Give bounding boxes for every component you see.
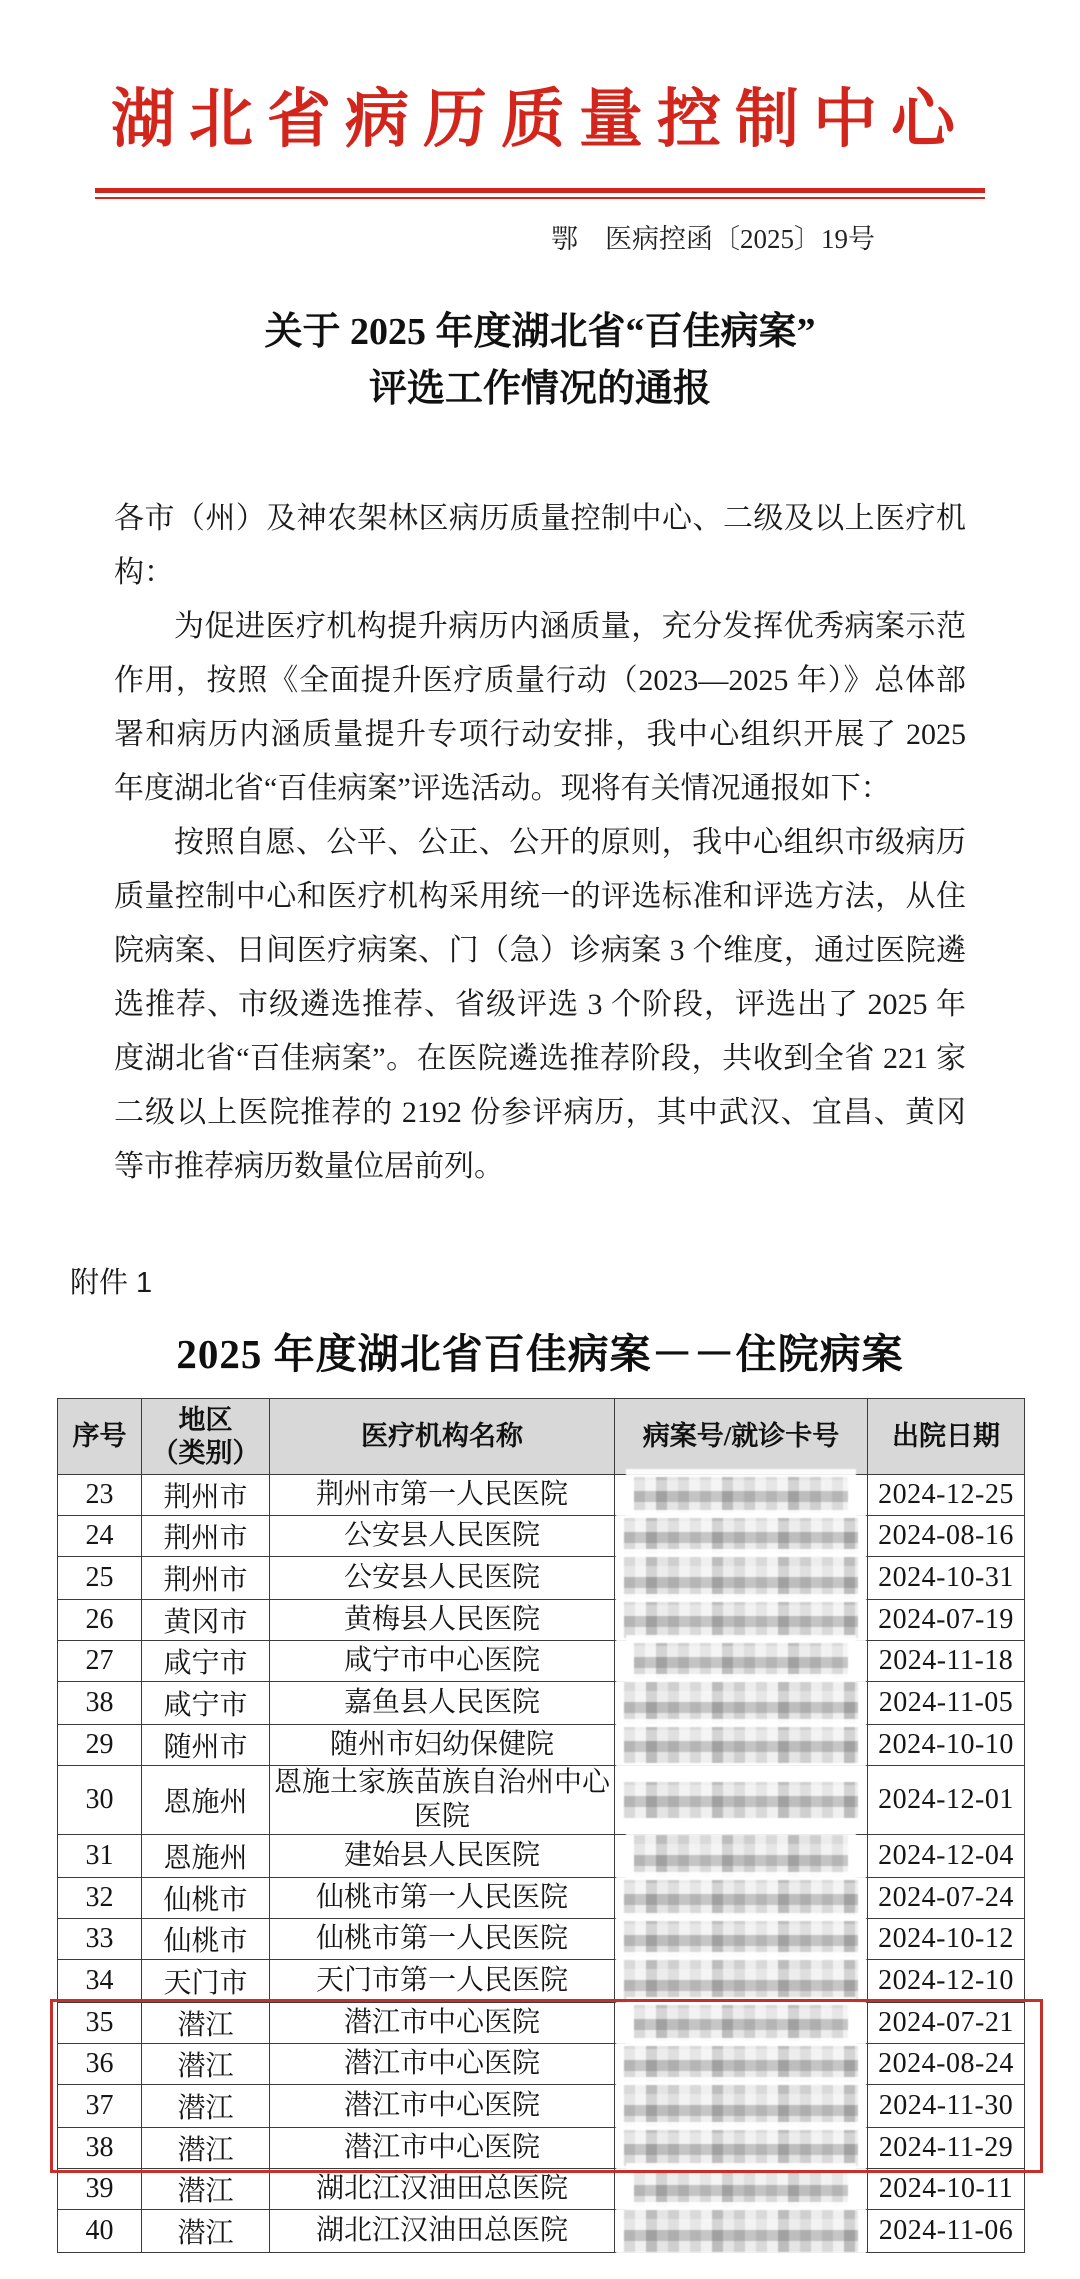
cell-region: 咸宁市 [142, 1682, 270, 1725]
cell-date: 2024-10-31 [868, 1557, 1025, 1600]
col-header-no: 序号 [58, 1399, 142, 1475]
redacted-case-number-mosaic [624, 1727, 858, 1763]
redacted-case-number-mosaic [624, 1921, 858, 1957]
cell-hospital: 黄梅县人民医院 [270, 1600, 615, 1641]
cell-case [615, 1475, 868, 1516]
cell-no: 29 [58, 1725, 142, 1766]
cell-date: 2024-10-11 [868, 2169, 1025, 2210]
cell-no: 35 [58, 2003, 142, 2044]
cell-region: 荆州市 [142, 1475, 270, 1516]
cell-case [615, 1835, 868, 1878]
cell-case [615, 1641, 868, 1682]
cell-no: 34 [58, 1960, 142, 2003]
cell-case [615, 2169, 868, 2210]
redacted-case-number-mosaic [634, 1477, 848, 1513]
col-header-region-line2: （类别） [151, 1437, 260, 1468]
cell-hospital: 公安县人民医院 [270, 1557, 615, 1600]
cell-hospital: 恩施土家族苗族自治州中心医院 [270, 1766, 615, 1835]
cell-date: 2024-10-12 [868, 1919, 1025, 1960]
cell-case [615, 1516, 868, 1557]
cell-no: 40 [58, 2210, 142, 2253]
paragraph-1: 为促进医疗机构提升病历内涵质量，充分发挥优秀病案示范作用，按照《全面提升医疗质量行动（2023—2025 年）》总体部署和病历内涵质量提升专项行动安排，我中心组织开展了 2025 年度湖北省“百佳病案”评选活动。现将有关情况通报如下： [114, 610, 966, 805]
cell-region: 咸宁市 [142, 1641, 270, 1682]
col-header-region-line1: 地区 [178, 1404, 233, 1435]
cell-hospital: 潜江市中心医院 [270, 2085, 615, 2128]
salutation: 各市（州）及神农架林区病历质量控制中心、二级及以上医疗机构： [114, 502, 966, 589]
document-body [114, 492, 966, 1194]
cell-case [615, 1878, 868, 1919]
cell-hospital: 随州市妇幼保健院 [270, 1725, 615, 1766]
cell-region: 黄冈市 [142, 1600, 270, 1641]
cell-case [615, 1557, 868, 1600]
col-header-hospital: 医疗机构名称 [270, 1399, 615, 1475]
attachment-label: 附件 1 [70, 1267, 153, 1299]
cell-no: 26 [58, 1600, 142, 1641]
redacted-case-number-mosaic [634, 1835, 848, 1877]
cell-hospital: 潜江市中心医院 [270, 2128, 615, 2169]
cell-case [615, 2210, 868, 2253]
cell-region: 恩施州 [142, 1835, 270, 1878]
table-row [58, 1878, 1025, 1919]
table-row [58, 1475, 1025, 1516]
cell-case [615, 2085, 868, 2128]
cell-no: 38 [58, 1682, 142, 1725]
document-title-line1: 关于 2025 年度湖北省“百佳病案” [264, 311, 816, 353]
cell-no: 32 [58, 1878, 142, 1919]
cell-hospital: 湖北江汉油田总医院 [270, 2169, 615, 2210]
cell-no: 24 [58, 1516, 142, 1557]
cases-table [57, 1398, 1025, 2253]
cell-no: 23 [58, 1475, 142, 1516]
cell-hospital: 仙桃市第一人民医院 [270, 1878, 615, 1919]
divider-thick-line [95, 188, 985, 193]
cell-region: 荆州市 [142, 1557, 270, 1600]
cell-date: 2024-11-29 [868, 2128, 1025, 2169]
cell-region: 仙桃市 [142, 1919, 270, 1960]
cell-case [615, 1960, 868, 2003]
cell-date: 2024-12-01 [868, 1766, 1025, 1835]
cell-hospital: 仙桃市第一人民医院 [270, 1919, 615, 1960]
cell-no: 25 [58, 1557, 142, 1600]
cell-no: 38 [58, 2128, 142, 2169]
cell-date: 2024-07-24 [868, 1878, 1025, 1919]
col-header-region [142, 1399, 270, 1475]
cell-case [615, 2044, 868, 2085]
table-row [58, 2210, 1025, 2253]
cell-no: 27 [58, 1641, 142, 1682]
table-row [58, 1835, 1025, 1878]
cell-case [615, 1600, 868, 1641]
cell-region: 随州市 [142, 1725, 270, 1766]
cell-hospital: 嘉鱼县人民医院 [270, 1682, 615, 1725]
table-row [58, 2128, 1025, 2169]
cell-case [615, 1766, 868, 1835]
cell-case [615, 1682, 868, 1725]
cell-hospital: 荆州市第一人民医院 [270, 1475, 615, 1516]
cell-date: 2024-08-24 [868, 2044, 1025, 2085]
cell-no: 36 [58, 2044, 142, 2085]
cell-date: 2024-11-06 [868, 2210, 1025, 2253]
cell-no: 37 [58, 2085, 142, 2128]
redacted-case-number-mosaic [624, 1880, 858, 1916]
cell-hospital: 咸宁市中心医院 [270, 1641, 615, 1682]
cell-date: 2024-07-19 [868, 1600, 1025, 1641]
org-title: 湖北省病历质量控制中心 [111, 83, 969, 155]
cell-date: 2024-08-16 [868, 1516, 1025, 1557]
cell-no: 39 [58, 2169, 142, 2210]
cell-hospital: 公安县人民医院 [270, 1516, 615, 1557]
cell-case [615, 1725, 868, 1766]
table-row [58, 1641, 1025, 1682]
table-row [58, 1919, 1025, 1960]
cell-region: 潜江 [142, 2169, 270, 2210]
cell-date: 2024-11-05 [868, 1682, 1025, 1725]
cell-date: 2024-12-04 [868, 1835, 1025, 1878]
cell-date: 2024-07-21 [868, 2003, 1025, 2044]
cell-date: 2024-12-10 [868, 1960, 1025, 2003]
cell-date: 2024-11-30 [868, 2085, 1025, 2128]
table-header-row [58, 1399, 1025, 1475]
redacted-case-number-mosaic [624, 2210, 858, 2252]
cell-region: 潜江 [142, 2044, 270, 2085]
redacted-case-number-mosaic [624, 1960, 858, 2002]
table-row [58, 2085, 1025, 2128]
cell-region: 潜江 [142, 2085, 270, 2128]
paragraph-2: 按照自愿、公平、公正、公开的原则，我中心组织市级病历质量控制中心和医疗机构采用统一的评选标准和评选方法，从住院病案、日间医疗病案、门（急）诊病案 3 个维度，通过医院遴选推荐、市级遴选推荐、省级评选 3 个阶段，评选出了 2025 年度湖北省“百佳病案”。在医院遴选推荐阶段，共收到全省 221 家二级以上医院推荐的 2192 份参评病历，其中武汉、宜昌、黄冈等市推荐病历数量位居前列。 [114, 826, 966, 1183]
cell-region: 天门市 [142, 1960, 270, 2003]
table-zone [0, 1398, 1080, 2253]
col-header-case-number: 病案号/就诊卡号 [615, 1399, 868, 1475]
redacted-case-number-mosaic [624, 1557, 858, 1599]
cell-date: 2024-11-18 [868, 1641, 1025, 1682]
redacted-case-number-mosaic [624, 2046, 858, 2082]
table-row [58, 2044, 1025, 2085]
cell-region: 恩施州 [142, 1766, 270, 1835]
header-divider [95, 188, 985, 199]
cell-date: 2024-10-10 [868, 1725, 1025, 1766]
table-row [58, 1766, 1025, 1835]
redacted-case-number-mosaic [624, 1518, 858, 1554]
cell-no: 33 [58, 1919, 142, 1960]
redacted-case-number-mosaic [634, 2171, 848, 2207]
document-title-line2: 评选工作情况的通报 [368, 368, 711, 410]
cell-case [615, 1919, 868, 1960]
cell-region: 潜江 [142, 2003, 270, 2044]
redacted-case-number-mosaic [624, 1602, 858, 1638]
table-row [58, 1960, 1025, 2003]
redacted-case-number-mosaic [624, 2130, 858, 2166]
cell-hospital: 建始县人民医院 [270, 1835, 615, 1878]
table-row [58, 1516, 1025, 1557]
cell-region: 潜江 [142, 2128, 270, 2169]
cell-no: 31 [58, 1835, 142, 1878]
redacted-case-number-mosaic [624, 1682, 858, 1724]
table-row [58, 1600, 1025, 1641]
table-row [58, 1725, 1025, 1766]
cell-hospital: 天门市第一人民医院 [270, 1960, 615, 2003]
table-row [58, 1557, 1025, 1600]
cell-region: 荆州市 [142, 1516, 270, 1557]
cell-hospital: 潜江市中心医院 [270, 2044, 615, 2085]
document-title [0, 304, 1080, 418]
cell-date: 2024-12-25 [868, 1475, 1025, 1516]
table-row [58, 2169, 1025, 2210]
table-row [58, 2003, 1025, 2044]
redacted-case-number-mosaic [624, 2085, 858, 2127]
redacted-case-number-mosaic [624, 1782, 858, 1818]
cell-region: 仙桃市 [142, 1878, 270, 1919]
col-header-discharge-date: 出院日期 [868, 1399, 1025, 1475]
table-row [58, 1682, 1025, 1725]
cell-hospital: 湖北江汉油田总医院 [270, 2210, 615, 2253]
cell-case [615, 2003, 868, 2044]
cell-no: 30 [58, 1766, 142, 1835]
divider-thin-line [95, 197, 985, 199]
cell-hospital: 潜江市中心医院 [270, 2003, 615, 2044]
redacted-case-number-mosaic [634, 1643, 848, 1679]
cell-case [615, 2128, 868, 2169]
redacted-case-number-mosaic [634, 2005, 848, 2041]
doc-number: 鄂 医病控函〔2025〕19号 [551, 224, 875, 254]
table-title: 2025 年度湖北省百佳病案－－住院病案 [176, 1331, 904, 1377]
cell-region: 潜江 [142, 2210, 270, 2253]
